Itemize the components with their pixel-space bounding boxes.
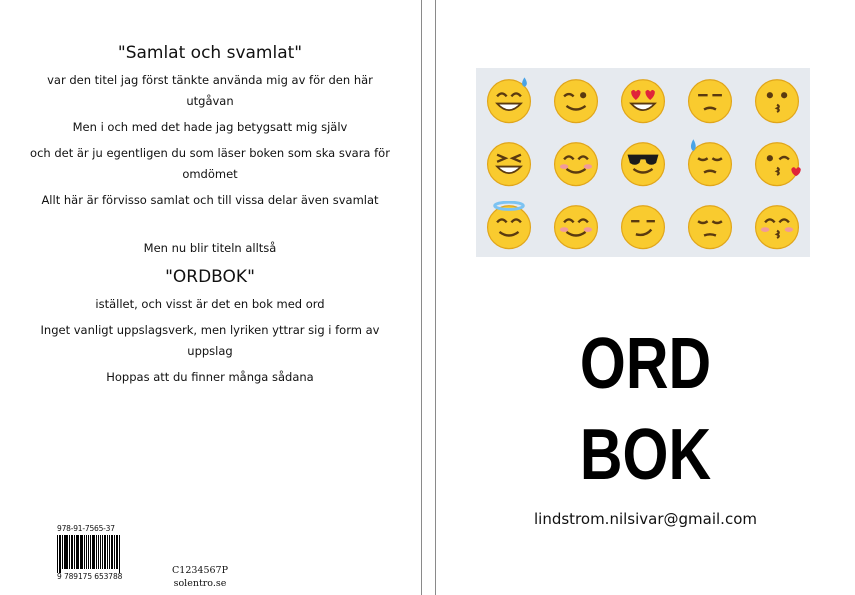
barcode-bar xyxy=(74,535,75,569)
back-cover xyxy=(0,0,421,595)
back-cover-text xyxy=(30,40,390,393)
publisher-site: solentro.se xyxy=(173,578,227,589)
barcode-bar xyxy=(80,535,83,569)
barcode-bar xyxy=(57,535,58,573)
barcode-bar xyxy=(77,535,79,569)
isbn-barcode xyxy=(57,524,121,581)
barcode-bar xyxy=(104,535,106,569)
barcode-digits: 9 789175 653788 xyxy=(57,572,123,581)
barcode-bar xyxy=(59,535,61,573)
back-paragraph: Allt här är förvisso samlat och till vissa delar även svamlat xyxy=(41,193,379,207)
barcode-bar xyxy=(65,535,68,569)
publisher-info xyxy=(172,564,228,590)
barcode-bar xyxy=(107,535,108,569)
cover-title-line-1: ORD xyxy=(579,324,712,404)
barcode-bar xyxy=(98,535,99,569)
barcode-bar xyxy=(111,535,114,569)
back-paragraph: Men nu blir titeln alltså xyxy=(143,241,277,255)
kissing-face-icon xyxy=(752,75,802,125)
barcode-bar xyxy=(92,535,95,569)
back-paragraph: och det är ju egentligen du som läser boken som ska svara för omdömet xyxy=(30,146,390,181)
barcode-bar xyxy=(86,535,87,569)
cover-title-line-2: BOK xyxy=(579,415,712,495)
spine-left-edge xyxy=(421,0,422,595)
kissing-closed-eyes-icon xyxy=(752,201,802,251)
heart-eyes-icon xyxy=(618,75,668,125)
sunglasses-face-icon xyxy=(618,138,668,188)
back-paragraph: istället, och visst är det en bok med ord xyxy=(95,297,325,311)
back-heading: "Samlat och svamlat" xyxy=(117,43,303,63)
emoji-grid-image xyxy=(476,68,810,257)
back-paragraph: Men i och med det hade jag betygsatt mig själv xyxy=(72,120,348,134)
barcode-bar xyxy=(64,535,65,569)
barcode-bar xyxy=(116,535,118,569)
blushing-face-icon xyxy=(551,201,601,251)
back-paragraph: Inget vanligt uppslagsverk, men lyriken yttrar sig i form av uppslag xyxy=(40,323,380,358)
barcode-bar xyxy=(100,535,102,569)
barcode-bar xyxy=(71,535,73,569)
grinning-sweat-icon xyxy=(484,75,534,125)
barcode-bar xyxy=(102,535,103,569)
spine-right-edge xyxy=(435,0,436,595)
pensive-face-icon xyxy=(685,201,735,251)
back-paragraph: Hoppas att du finner många sådana xyxy=(106,370,314,384)
unamused-face-icon xyxy=(685,75,735,125)
smirking-face-icon xyxy=(618,201,668,251)
author-email: lindstrom.nilsivar@gmail.com xyxy=(534,510,757,528)
barcode-bar xyxy=(84,535,85,569)
barcode-bar xyxy=(69,535,70,569)
winking-face-icon xyxy=(551,75,601,125)
barcode-bar xyxy=(88,535,90,569)
squinting-laugh-icon xyxy=(484,138,534,188)
halo-face-icon xyxy=(484,201,534,251)
barcode-bar xyxy=(114,535,115,569)
barcode-bars xyxy=(57,535,121,573)
product-code: C1234567P xyxy=(172,565,228,576)
smiling-face-icon xyxy=(551,138,601,188)
back-heading-ordbok: "ORDBOK" xyxy=(165,267,255,287)
barcode-bar xyxy=(96,535,97,569)
back-paragraph: var den titel jag först tänkte använda mig av för den här utgåvan xyxy=(47,73,373,108)
kissing-heart-icon xyxy=(752,138,802,188)
barcode-bar xyxy=(76,535,77,569)
barcode-bar xyxy=(119,535,120,573)
isbn-number: 978-91-7565-37 xyxy=(57,524,115,533)
barcode-bar xyxy=(62,535,63,569)
downcast-sweat-icon xyxy=(685,138,735,188)
barcode-bar xyxy=(109,535,110,569)
barcode-bar xyxy=(90,535,91,569)
